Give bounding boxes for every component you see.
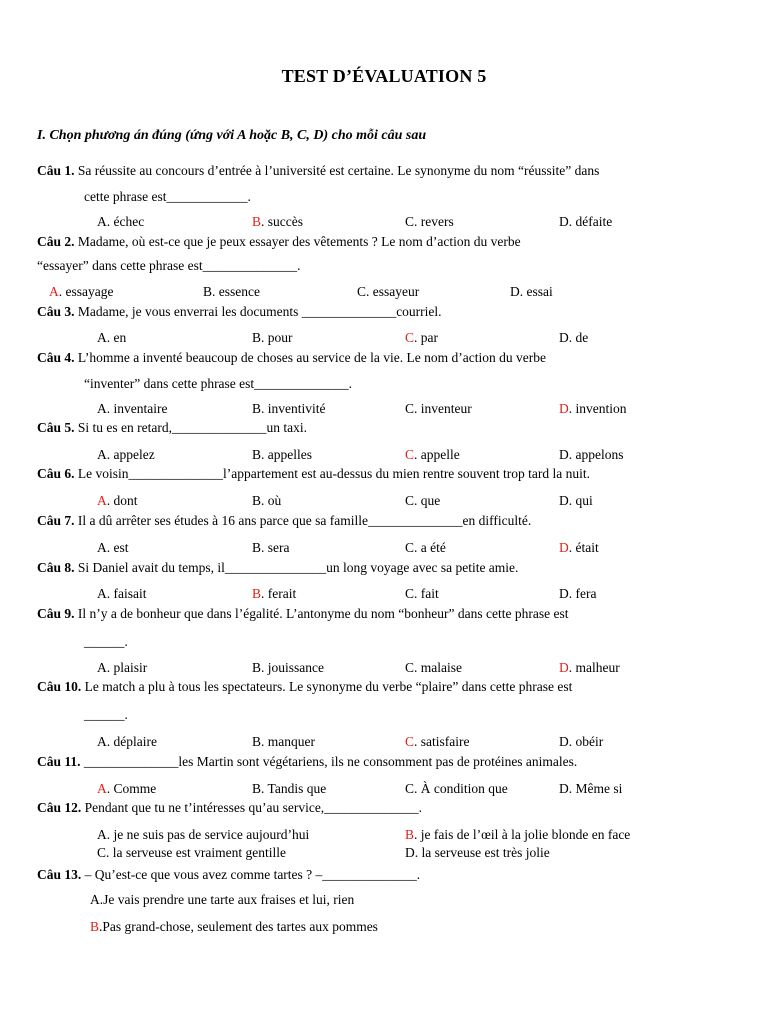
question-text-continued	[84, 634, 128, 650]
answer-option-a[interactable]	[49, 284, 113, 300]
question-text	[37, 163, 599, 179]
question-sentence: Madame, je vous enverrai les documents ______________courriel.	[77, 304, 442, 319]
question-sentence: Si tu es en retard,______________un taxi.	[77, 420, 307, 435]
question-text	[37, 800, 422, 816]
question-sentence: – Qu’est-ce que vous avez comme tartes ? –______________.	[84, 867, 421, 882]
answer-option-a[interactable]	[97, 586, 147, 602]
option-text: . en	[106, 330, 127, 345]
answer-option-a[interactable]	[97, 827, 309, 843]
option-letter: C	[405, 401, 415, 416]
question-text	[37, 513, 531, 529]
answer-option-d[interactable]	[405, 845, 550, 861]
option-text: . essai	[519, 284, 553, 299]
question-text	[37, 560, 518, 576]
option-letter: D	[559, 734, 569, 749]
answer-option-d[interactable]	[559, 493, 593, 509]
question-text-continued	[84, 707, 128, 723]
option-letter: B	[252, 447, 262, 462]
answer-option-a[interactable]	[97, 447, 155, 463]
option-letter: C	[405, 586, 415, 601]
answer-option-c[interactable]	[405, 330, 438, 346]
option-letter: B	[252, 734, 262, 749]
answer-option-b[interactable]	[405, 827, 630, 843]
question-sentence: cette phrase est____________.	[84, 189, 251, 204]
option-text: . est	[106, 540, 129, 555]
option-text: . je fais de l’œil à la jolie blonde en face	[414, 827, 631, 842]
option-text: . que	[414, 493, 441, 508]
question-text	[37, 679, 572, 695]
option-letter: D	[559, 214, 569, 229]
answer-option-d[interactable]	[559, 330, 588, 346]
option-letter: B	[252, 493, 262, 508]
answer-option-b[interactable]	[252, 401, 326, 417]
option-text: . plaisir	[106, 660, 148, 675]
question-number: Câu 7.	[37, 513, 75, 528]
answer-option-d[interactable]	[559, 586, 596, 602]
answer-option-a[interactable]	[97, 401, 167, 417]
option-letter: D	[559, 493, 569, 508]
answer-option-b[interactable]	[252, 330, 293, 346]
option-text: . essayage	[58, 284, 114, 299]
answer-option-b[interactable]	[252, 540, 290, 556]
option-text: . succès	[261, 214, 303, 229]
question-text	[37, 466, 590, 482]
question-text	[37, 606, 568, 622]
option-letter: C	[405, 781, 415, 796]
question-number: Câu 3.	[37, 304, 75, 319]
question-sentence: “inventer” dans cette phrase est______________.	[84, 376, 353, 391]
option-letter: C	[405, 540, 415, 555]
option-text: . déplaire	[106, 734, 157, 749]
option-letter: D	[559, 586, 569, 601]
option-text: . faisait	[106, 586, 147, 601]
answer-option-c[interactable]	[405, 540, 446, 556]
answer-option-b[interactable]	[252, 660, 324, 676]
option-letter: A	[97, 827, 107, 842]
question-sentence: ______________les Martin sont végétariens, ils ne consomment pas de protéines animales.	[83, 754, 578, 769]
option-letter: A	[97, 447, 107, 462]
option-letter: B	[252, 330, 262, 345]
option-text: . appelez	[106, 447, 155, 462]
answer-option-a[interactable]	[97, 214, 144, 230]
question-number: Câu 9.	[37, 606, 75, 621]
answer-option-d[interactable]	[559, 660, 620, 676]
option-letter: D	[559, 330, 569, 345]
question-number: Câu 4.	[37, 350, 75, 365]
option-text: . satisfaire	[414, 734, 470, 749]
option-text: . Tandis que	[261, 781, 327, 796]
answer-option-b[interactable]	[252, 493, 281, 509]
option-letter: D	[559, 540, 569, 555]
option-text: . À condition que	[414, 781, 508, 796]
option-letter: A	[49, 284, 59, 299]
question-sentence: Il a dû arrêter ses études à 16 ans parce que sa famille______________en difficulté.	[77, 513, 532, 528]
option-text: . la serveuse est très jolie	[414, 845, 550, 860]
answer-option-b[interactable]	[203, 284, 260, 300]
option-letter: C	[357, 284, 367, 299]
option-letter: A	[97, 734, 107, 749]
option-letter: C	[405, 447, 415, 462]
question-number: Câu 8.	[37, 560, 75, 575]
option-letter: D	[559, 401, 569, 416]
answer-option-a[interactable]	[97, 781, 156, 797]
answer-option-c[interactable]	[405, 493, 440, 509]
option-text: . fait	[414, 586, 439, 601]
option-text: . appelons	[568, 447, 624, 462]
question-text	[37, 234, 521, 250]
option-text: . inventivité	[261, 401, 326, 416]
answer-option-d[interactable]	[559, 447, 624, 463]
option-text: . appelles	[261, 447, 312, 462]
answer-option-d[interactable]	[559, 540, 599, 556]
answer-option-c[interactable]	[405, 781, 508, 797]
option-letter: A	[90, 892, 100, 907]
option-letter: D	[405, 845, 415, 860]
option-text: . malheur	[568, 660, 620, 675]
question-sentence: L’homme a inventé beaucoup de choses au service de la vie. Le nom d’action du verbe	[77, 350, 546, 365]
question-sentence: Madame, où est-ce que je peux essayer des vêtements ? Le nom d’action du verbe	[77, 234, 521, 249]
answer-option-a[interactable]	[97, 660, 147, 676]
answer-option-d[interactable]	[559, 214, 612, 230]
question-sentence: ______.	[84, 634, 128, 649]
option-text: . était	[568, 540, 599, 555]
answer-option-a[interactable]	[90, 892, 354, 908]
option-text: . appelle	[414, 447, 460, 462]
option-text: . jouissance	[261, 660, 325, 675]
question-text-continued	[37, 258, 301, 274]
answer-option-a[interactable]	[97, 493, 138, 509]
answer-option-b[interactable]	[252, 586, 296, 602]
option-text: . Comme	[106, 781, 157, 796]
answer-option-a[interactable]	[97, 330, 126, 346]
option-text: . la serveuse est vraiment gentille	[106, 845, 286, 860]
option-text: .Pas grand-chose, seulement des tartes aux pommes	[99, 919, 378, 934]
option-text: . malaise	[414, 660, 462, 675]
question-sentence: Le voisin______________l’appartement est au-dessus du mien rentre souvent trop tard la nuit.	[77, 466, 591, 481]
answer-option-c[interactable]	[97, 845, 286, 861]
option-letter: C	[405, 660, 415, 675]
question-sentence: Sa réussite au concours d’entrée à l’université est certaine. Le synonyme du nom “réussite” dans	[77, 163, 600, 178]
answer-option-c[interactable]	[405, 660, 462, 676]
question-text	[37, 867, 420, 883]
option-text: . par	[414, 330, 439, 345]
option-letter: A	[97, 586, 107, 601]
question-text	[37, 304, 442, 320]
answer-option-b[interactable]	[252, 734, 315, 750]
option-text: . sera	[261, 540, 290, 555]
option-letter: B	[252, 214, 262, 229]
option-text: .Je vais prendre une tarte aux fraises et lui, rien	[99, 892, 355, 907]
option-letter: B	[90, 919, 100, 934]
option-letter: A	[97, 214, 107, 229]
question-text	[37, 754, 577, 770]
page-title: TEST D’ÉVALUATION 5	[281, 66, 487, 86]
question-number: Câu 1.	[37, 163, 75, 178]
option-letter: B	[203, 284, 213, 299]
answer-option-c[interactable]	[405, 734, 470, 750]
option-letter: B	[252, 401, 262, 416]
question-number: Câu 6.	[37, 466, 75, 481]
option-text: . invention	[568, 401, 627, 416]
option-letter: C	[405, 214, 415, 229]
option-letter: D	[510, 284, 520, 299]
answer-option-c[interactable]	[357, 284, 419, 300]
question-number: Câu 2.	[37, 234, 75, 249]
answer-option-d[interactable]	[559, 734, 603, 750]
option-text: . Même si	[568, 781, 623, 796]
option-text: . échec	[106, 214, 145, 229]
question-sentence: “essayer” dans cette phrase est______________.	[37, 258, 301, 273]
option-text: . inventeur	[414, 401, 472, 416]
question-number: Câu 5.	[37, 420, 75, 435]
question-text	[37, 350, 546, 366]
answer-option-c[interactable]	[405, 586, 439, 602]
option-letter: A	[97, 493, 107, 508]
option-text: . inventaire	[106, 401, 168, 416]
option-letter: A	[97, 401, 107, 416]
question-number: Câu 10.	[37, 679, 82, 694]
option-text: . pour	[261, 330, 293, 345]
option-letter: B	[252, 781, 262, 796]
option-text: . dont	[106, 493, 138, 508]
option-letter: C	[405, 734, 415, 749]
answer-option-d[interactable]	[559, 401, 627, 417]
option-letter: A	[97, 660, 107, 675]
option-text: . essayeur	[366, 284, 420, 299]
question-sentence: Pendant que tu ne t’intéresses qu’au service,______________.	[84, 800, 423, 815]
option-text: . de	[568, 330, 589, 345]
answer-option-b[interactable]	[252, 781, 326, 797]
option-text: . je ne suis pas de service aujourd’hui	[106, 827, 310, 842]
option-letter: B	[252, 586, 262, 601]
option-letter: D	[559, 781, 569, 796]
option-letter: D	[559, 660, 569, 675]
option-letter: B	[405, 827, 415, 842]
option-letter: B	[252, 540, 262, 555]
answer-option-b[interactable]	[252, 214, 303, 230]
question-number: Câu 12.	[37, 800, 82, 815]
answer-option-c[interactable]	[405, 447, 460, 463]
option-text: . où	[261, 493, 282, 508]
question-number: Câu 11.	[37, 754, 81, 769]
answer-option-b[interactable]	[90, 919, 378, 935]
option-letter: A	[97, 540, 107, 555]
option-letter: A	[97, 330, 107, 345]
answer-option-c[interactable]	[405, 214, 454, 230]
question-text-continued	[84, 189, 251, 205]
answer-option-a[interactable]	[97, 734, 157, 750]
option-text: . revers	[414, 214, 454, 229]
option-letter: D	[559, 447, 569, 462]
option-text: . défaite	[568, 214, 613, 229]
question-number: Câu 13.	[37, 867, 82, 882]
question-sentence: ______.	[84, 707, 128, 722]
option-text: . a été	[414, 540, 446, 555]
answer-option-d[interactable]	[510, 284, 553, 300]
option-text: . essence	[212, 284, 260, 299]
answer-option-c[interactable]	[405, 401, 472, 417]
answer-option-d[interactable]	[559, 781, 622, 797]
answer-option-b[interactable]	[252, 447, 312, 463]
question-text	[37, 420, 307, 436]
question-sentence: Si Daniel avait du temps, il_______________un long voyage avec sa petite amie.	[77, 560, 519, 575]
option-letter: C	[405, 330, 415, 345]
question-sentence: Le match a plu à tous les spectateurs. Le synonyme du verbe “plaire” dans cette phrase est	[84, 679, 573, 694]
option-text: . ferait	[261, 586, 297, 601]
question-sentence: Il n’y a de bonheur que dans l’égalité. L’antonyme du nom “bonheur” dans cette phrase est	[77, 606, 569, 621]
option-letter: B	[252, 660, 262, 675]
section-heading: I. Chọn phương án đúng (ứng với A hoặc B, C, D) cho mỗi câu sau	[37, 128, 427, 143]
option-letter: C	[405, 493, 415, 508]
option-text: . manquer	[261, 734, 315, 749]
option-letter: C	[97, 845, 107, 860]
option-text: . qui	[568, 493, 593, 508]
option-text: . fera	[568, 586, 597, 601]
question-text-continued	[84, 376, 352, 392]
option-letter: A	[97, 781, 107, 796]
option-text: . obéir	[568, 734, 604, 749]
answer-option-a[interactable]	[97, 540, 129, 556]
